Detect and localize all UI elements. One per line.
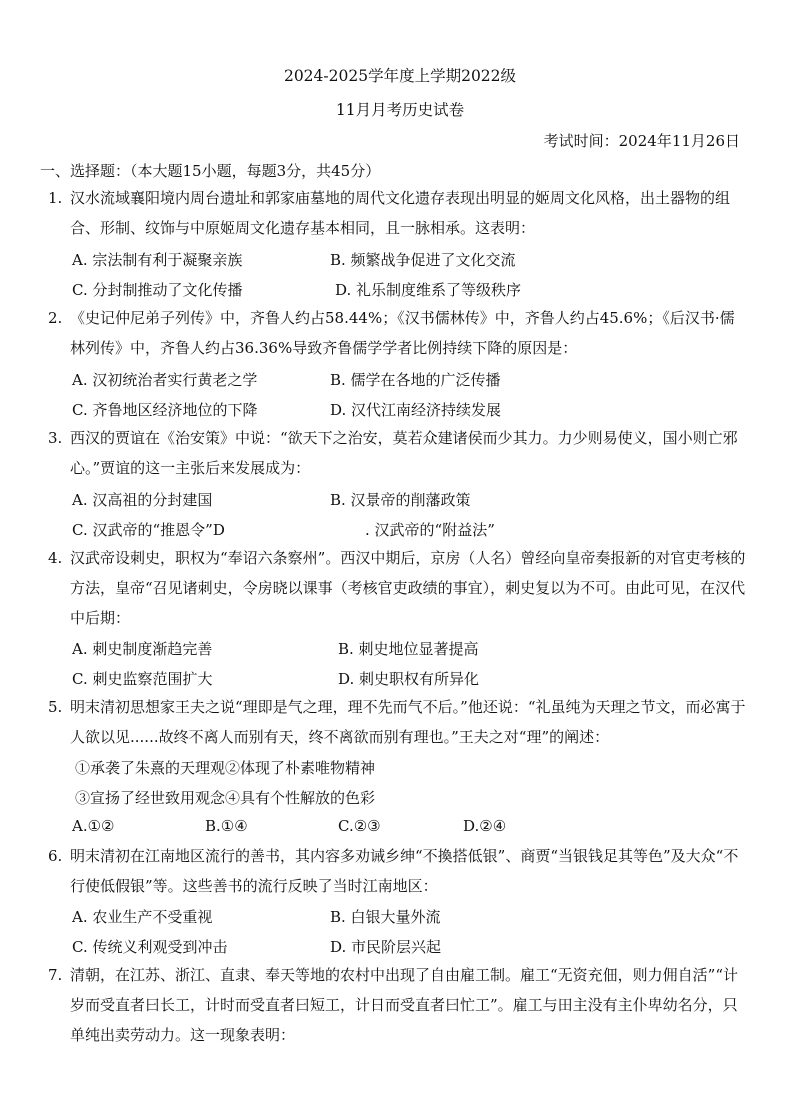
option-c: C. 分封制推动了文化传播 [72, 281, 243, 299]
question-4 [48, 543, 748, 633]
section-heading: 一、选择题：（本大题15小题，每题3分，共45分） [40, 162, 381, 180]
question-stem: 明末清初思想家王夫之说“理即是气之理，理不先而气不后。”他还说：“礼虽纯为天理之节文，而必寓于人欲以见......故终不离人而别有天，终不离欲而别有理也。”王夫之对“理”的阐述： [70, 698, 746, 746]
question-number: 4. [48, 549, 63, 567]
exam-title-line2: 11月月考历史试卷 [335, 101, 465, 119]
question-stem: 汉武帝设刺史，职权为“奉诏六条察州”。西汉中期后，京房（人名）曾经向皇帝奏报新的对官吏考核的方法，皇帝“召见诸刺史，令房晓以课事（考核官吏政绩的事宜），刺史复以为不可。由此可见，在汉代中后期： [70, 549, 746, 627]
option-a: A. 汉高祖的分封建国 [72, 491, 213, 509]
question-5 [48, 692, 748, 752]
statement-line: ③宣扬了经世致用观念④具有个性解放的色彩 [75, 789, 376, 807]
option-a: A. 农业生产不受重视 [72, 908, 213, 926]
question-number: 3. [48, 429, 63, 447]
statement-line: ①承袭了朱熹的天理观②体现了朴素唯物精神 [75, 759, 376, 777]
question-stem: 西汉的贾谊在《治安策》中说：“欲天下之治安，莫若众建诸侯而少其力。力少则易使义，国小则亡邪心。”贾谊的这一主张后来发展成为： [70, 429, 738, 477]
option-d: D. 刺史职权有所异化 [338, 670, 480, 688]
question-number: 6. [48, 847, 63, 865]
option-d: D. 礼乐制度维系了等级秩序 [335, 281, 522, 299]
question-2 [48, 303, 748, 363]
question-stem: 明末清初在江南地区流行的善书，其内容多劝诫乡绅“不換搭低银”、商贾“当银钱足其等色”及大众“不行使低假银”等。这些善书的流行反映了当时江南地区： [70, 847, 739, 895]
option-c: C. 传统义利观受到冲击 [72, 938, 228, 956]
question-number: 2. [48, 309, 63, 327]
exam-time: 考试时间：2024年11月26日 [543, 132, 740, 150]
option-b: B. 白银大量外流 [330, 908, 441, 926]
option-c: C.②③ [338, 817, 381, 835]
option-a: A.①② [72, 817, 115, 835]
option-b: B. 儒学在各地的广泛传播 [330, 371, 501, 389]
question-6 [48, 841, 748, 901]
option-b: B. 汉景帝的削藩政策 [330, 491, 471, 509]
option-b: B.①④ [205, 817, 248, 835]
question-number: 7. [48, 966, 63, 984]
option-a: A. 汉初统治者实行黄老之学 [72, 371, 258, 389]
question-1 [48, 183, 748, 243]
option-a: A. 宗法制有利于凝聚亲族 [72, 251, 243, 269]
question-stem: 汉水流域襄阳境内周台遗址和郭家庙墓地的周代文化遗存表现出明显的姬周文化风格，出土器物的组合、形制、纹饰与中原姬周文化遗存基本相同，且一脉相承。这表明： [70, 189, 731, 237]
question-stem: 《史记仲尼弟子列传》中，齐鲁人约占58.44%；《汉书儒林传》中，齐鲁人约占45.6%；《后汉书·儒林列传》中，齐鲁人约占36.36%导致齐鲁儒学学者比例持续下降的原因是： [70, 309, 735, 357]
option-d: . 汉武帝的“附益法” [365, 521, 495, 539]
exam-title-line1: 2024-2025学年度上学期2022级 [283, 67, 517, 85]
option-c: C. 刺史监察范围扩大 [72, 670, 213, 688]
question-3 [48, 423, 748, 483]
option-c: C. 齐鲁地区经济地位的下降 [72, 401, 258, 419]
question-number: 5. [48, 698, 63, 716]
option-d: D.②④ [463, 817, 507, 835]
option-c: C. 汉武帝的“推恩令”D [72, 521, 225, 539]
option-d: D. 市民阶层兴起 [330, 938, 442, 956]
option-d: D. 汉代江南经济持续发展 [330, 401, 502, 419]
option-b: B. 刺史地位显著提高 [338, 640, 479, 658]
question-number: 1. [48, 189, 63, 207]
option-b: B. 频繁战争促进了文化交流 [330, 251, 516, 269]
question-7 [48, 960, 748, 1050]
question-stem: 清朝，在江苏、浙江、直隶、奉天等地的农村中出现了自由雇工制。雇工“无资充佃，则力佣自活”“计岁而受直者曰长工，计时而受直者曰短工，计日而受直者曰忙工”。雇工与田主没有主仆卑幼名分，只单纯出卖劳动力。这一现象表明： [70, 966, 739, 1044]
option-a: A. 刺史制度渐趋完善 [72, 640, 213, 658]
